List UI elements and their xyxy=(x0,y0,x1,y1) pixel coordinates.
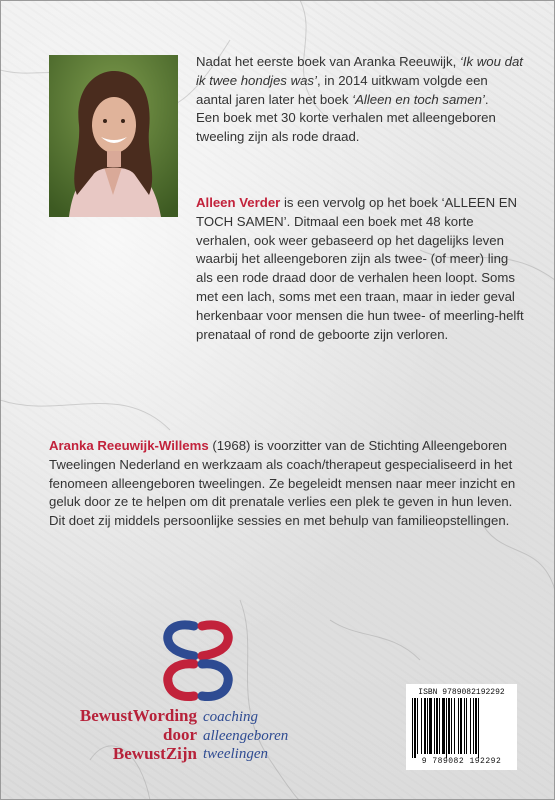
intro-text-2: , in 2014 uitkwam volgde een aantal jaren later het boek xyxy=(196,72,488,107)
barcode-bar xyxy=(429,698,432,754)
publisher-name-line: BewustZijn xyxy=(112,744,197,763)
barcode-bar xyxy=(454,698,455,754)
barcode-bar xyxy=(464,698,465,754)
barcode-bar xyxy=(442,698,445,754)
publisher-tagline xyxy=(203,708,323,764)
barcode-bar xyxy=(436,698,438,754)
author-bio xyxy=(49,437,529,531)
isbn-label: ISBN 9789082192292 xyxy=(418,688,505,697)
book-description-text: is een vervolg op het boek ‘ALLEEN EN TOCH SAMEN’. Ditmaal een boek met 48 korte verhalen, ook weer gebaseerd op het dagelijks leven waarbij het alleengeboren zijn als twee- (of meer) ling als een rode draad door de verhalen heen loopt. Soms met een lach, soms met een traan, maar in ieder geval herkenbaar voor mensen die hun twee- of meerling-helft prenataal of rond de geboorte zijn verloren. xyxy=(196,195,524,342)
first-book-title: ‘Ik wou dat ik twee hondjes was’ xyxy=(196,54,523,88)
barcode-bar xyxy=(451,698,452,754)
barcode-bar xyxy=(466,698,467,754)
barcode-bar xyxy=(439,698,440,754)
intro-text-1: Nadat het eerste boek van Aranka Reeuwijk, xyxy=(196,54,460,69)
isbn-digits: 9 789082 192292 xyxy=(421,757,502,766)
barcode-bar xyxy=(460,698,462,754)
publisher-tagline-line: tweelingen xyxy=(203,746,268,762)
book-title: Alleen Verder xyxy=(196,195,281,210)
publisher-logo-icon xyxy=(158,616,238,706)
barcode-bars xyxy=(412,698,511,758)
barcode xyxy=(406,684,517,770)
second-book-title: ‘Alleen en toch samen’ xyxy=(352,91,485,107)
barcode-bar xyxy=(475,698,477,754)
author-photo xyxy=(49,55,178,217)
publisher-name xyxy=(49,706,197,763)
publisher-tagline-line: alleengeboren xyxy=(203,727,289,744)
barcode-bar xyxy=(421,698,422,754)
intro-text-3: . xyxy=(484,91,489,107)
author-bio-text: (1968) is voorzitter van de Stichting Alleengeboren Tweelingen Nederland en werkzaam als coach/therapeut gespecialiseerd in het fenomeen alleengeboren tweelingen. Ze begeleidt mensen naar meer inzicht en geluk door ze te helpen om dit prenatale verlies een plek te geven in hun leven. Dit doet zij middels persoonlijke sessies en met behulp van familieopstellingen. xyxy=(49,438,516,529)
barcode-bar xyxy=(470,698,471,754)
intro-paragraph xyxy=(196,53,526,147)
book-description xyxy=(196,194,526,344)
barcode-bar xyxy=(412,698,413,758)
barcode-bar xyxy=(424,698,426,754)
barcode-bar xyxy=(448,698,450,754)
publisher-name-line: BewustWording xyxy=(79,706,197,725)
barcode-bar xyxy=(414,698,416,758)
barcode-bar xyxy=(458,698,459,754)
barcode-bar xyxy=(427,698,428,754)
barcode-bar xyxy=(478,698,479,758)
barcode-bar xyxy=(446,698,447,758)
intro-text-4: Een boek met 30 korte verhalen met alleengeboren tweeling zijn als rode draad. xyxy=(196,110,496,145)
publisher-tagline-line: coaching xyxy=(203,709,258,725)
author-name: Aranka Reeuwijk-Willems xyxy=(49,438,209,453)
barcode-bar xyxy=(434,698,435,754)
barcode-bar xyxy=(417,698,418,754)
barcode-bar xyxy=(473,698,474,754)
publisher-name-line: door xyxy=(163,725,197,744)
